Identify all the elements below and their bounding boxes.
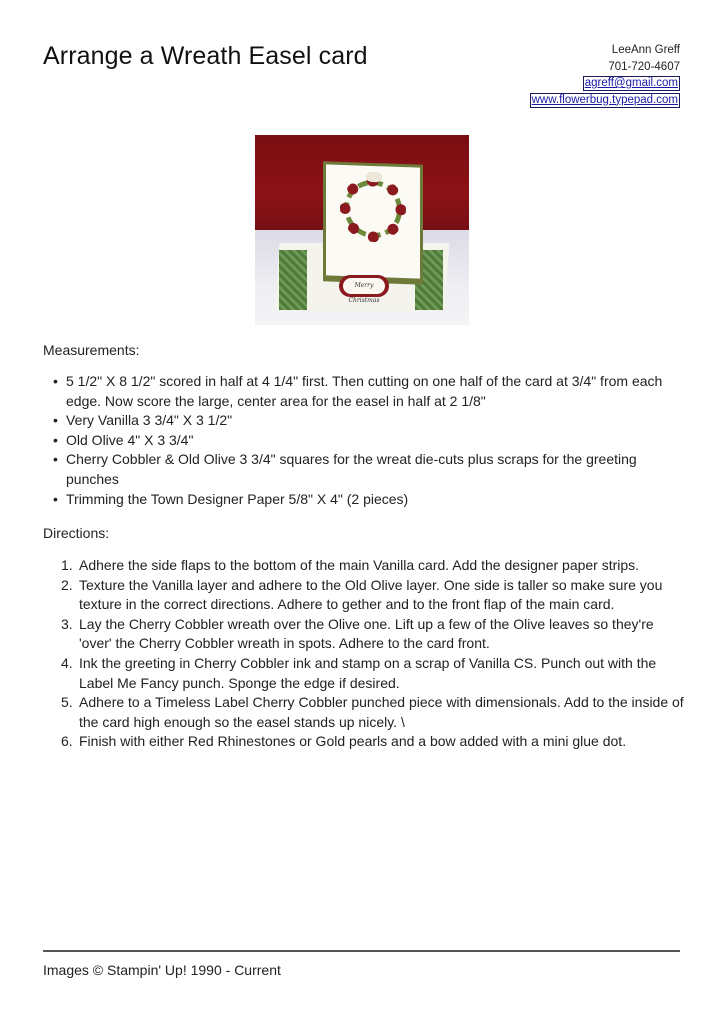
contact-name: LeeAnn Greff [611, 44, 680, 56]
step-number: 6. [61, 733, 73, 750]
list-item: • Very Vanilla 3 3/4" X 3 1/2" [66, 411, 686, 431]
step-text: Adhere the side flaps to the bottom of the main Vanilla card. Add the designer paper strips. [79, 557, 640, 573]
list-item: • Cherry Cobbler & Old Olive 3 3/4" squares for the wreat die-cuts plus scraps for the greeting punches [66, 450, 686, 489]
footer-copyright: Images © Stampin' Up! 1990 - Current [43, 962, 281, 978]
vanilla-layer [326, 164, 420, 278]
step-number: 4. [61, 654, 73, 671]
list-item: • Old Olive 4" X 3 3/4" [66, 431, 686, 451]
step-text: Finish with either Red Rhinestones or Gold pearls and a bow added with a mini glue dot. [79, 733, 627, 750]
list-item [61, 615, 689, 654]
list-item [61, 732, 689, 752]
measurements-heading: Measurements: [43, 342, 140, 358]
email-link[interactable]: agreff@gmail.com [584, 77, 678, 89]
list-item: • 5 1/2" X 8 1/2" scored in half at 4 1/4" first. Then cutting on one half of the card at 3/4" from each edge. Now score the large, center area for the easel in half at 2 1/8" [66, 372, 686, 411]
contact-phone: 701-720-4607 [608, 60, 680, 73]
greeting-text: Merry Christmas [343, 278, 385, 294]
greeting-label [339, 275, 389, 304]
cherry-wreath-icon [340, 175, 406, 243]
directions-list [61, 556, 689, 752]
list-item [61, 693, 689, 732]
list-item: • Trimming the Town Designer Paper 5/8" X 4" (2 pieces) [66, 490, 686, 510]
step-text: Adhere to a Timeless Label Cherry Cobbler punched piece with dimensionals. Add to the inside of the card high enough so the easel stands up nicely. \ [79, 694, 684, 730]
step-number: 3. [61, 615, 73, 632]
list-item [61, 556, 689, 576]
measurements-list [66, 372, 686, 509]
step-number: 5. [61, 694, 73, 711]
contact-block [530, 42, 680, 108]
page-title: Arrange a Wreath Easel card [43, 42, 368, 70]
step-text: Lay the Cherry Cobbler wreath over the Olive one. Lift up a few of the Olive leaves so they're 'over' the Cherry Cobbler wreath in spots. Adhere to the card front. [79, 615, 654, 652]
directions-heading: Directions: [43, 525, 110, 541]
footer-divider [43, 950, 680, 952]
list-item [61, 654, 689, 693]
card-photo [255, 135, 469, 325]
card-easel-front [323, 161, 423, 284]
bow-icon [366, 172, 382, 183]
step-text: Ink the greeting in Cherry Cobbler ink and stamp on a scrap of Vanilla CS. Punch out with the Label Me Fancy punch. Sponge the edge if desired. [79, 654, 657, 691]
step-text: Texture the Vanilla layer and adhere to the Old Olive layer. One side is taller so make sure you texture in the correct directions. Adhere to gether and to the front flap of the main card. [79, 576, 663, 613]
list-item [61, 576, 689, 615]
website-link[interactable]: www.flowerbug.typepad.com [531, 93, 678, 106]
designer-paper-strip-left [279, 250, 307, 310]
step-number: 2. [61, 576, 73, 593]
step-number: 1. [61, 557, 73, 573]
